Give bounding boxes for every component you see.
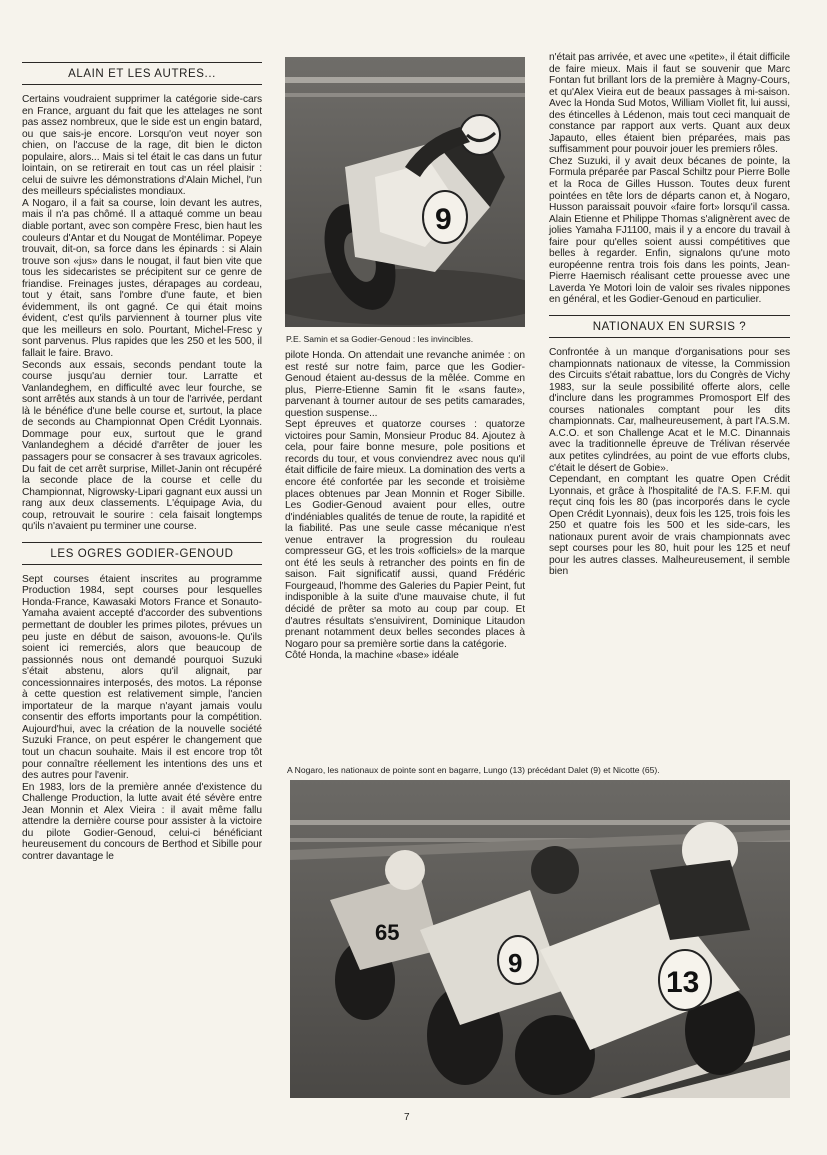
paragraph: Côté Honda, la machine «base» idéale <box>285 650 459 662</box>
paragraph: Seconds aux essais, seconds pendant toute la course jusqu'au dernier tour. Larratte et Vanlandeghem, en difficulté avec leur fourche, se sont arrêtés aux stands à un tour de l'arrivée, perdant là le bénéfice d'une belle course et, surtout, la place de seconds au Championnat Open Crédit Lyonnais. Dommage pour eux, surtout que le grand Vanlandeghem a décidé d'arrêter de jouer les passagers pour se consacrer à ses travaux agricoles. Du fait de cet arrêt surprise, Millet-Janin ont récupéré la seconde place de la course et celle du Championnat, Nigrowsky-Lipari gagnant eux aussi un rang aux deux classements. L'équipage Avia, du coup, retrouvait le sourire : cela faisait longtemps qu'ils n'avaient pu terminer une course. <box>22 359 262 533</box>
svg-text:9: 9 <box>508 948 523 978</box>
paragraph: En 1983, lors de la première année d'existence du Challenge Production, la lutte avait été sévère entre Jean Monnin et Alex Vieira : il avait même fallu attendre la dernière course pour assister à la victoire du pilote Godier-Genoud, celui-ci bénéficiant heureusement du concours de Berthod et Sibille pour contrer davantage le <box>22 781 262 862</box>
article-body-right <box>549 52 790 306</box>
section-heading-alain: ALAIN ET LES AUTRES... <box>22 62 262 85</box>
photo-caption-samin: P.E. Samin et sa Godier-Genoud : les invincibles. <box>286 334 474 344</box>
section-heading-ogres: LES OGRES GODIER-GENOUD <box>22 542 262 565</box>
article-body-alain <box>22 94 262 533</box>
photo-nogaro-race <box>290 780 790 1098</box>
article-body-ogres <box>22 574 262 863</box>
page-number: 7 <box>404 1112 410 1123</box>
paragraph: Sept épreuves et quatorze courses : quatorze victoires pour Samin, Monsieur Produc 84. Ajoutez à cela, pour faire bonne mesure, pole positions et records du tour, et vous conviendrez avec nous qu'il était difficile de faire mieux. La domination des verts a encore été confortée par les seconde et troisième places obtenues par Jean Monnin et Roger Sibille. Les Godier-Genoud avaient pour elles, outre d'indéniables qualités de tenue de route, la rapidité et la fiabilité. Pas une seule casse mécanique n'est venue entraver la progression du rouleau compresseur GG, et les trois «officiels» de la marque ont été les seuls à retrancher des points en fin de saison. Fait significatif aussi, quand Frédéric Fourgeaud, l'homme des Galeries du Papier Peint, fut indisponible à la suite d'une mauvaise chute, il fut décidé de prêter sa moto au coup par coup. Et d'autres résultats s'ensuivirent, Dominique Litaudon prenant notamment deux belles secondes places à Nogaro pour sa première sortie dans la catégorie. <box>285 419 526 650</box>
paragraph: Certains voudraient supprimer la catégorie side-cars en France, arguant du fait que les attelages ne sont pas assez nombreux, que le side est un engin batard, ou que sais-je encore. Lorsqu'on veut noyer son chien, on l'accuse de la rage, dit bien le dicton populaire, alors... Mais si tel était le cas dans un futur lointain, on se retirerait en tout cas un réel plaisir : celui de suivre les démonstrations d'Alain Michel, l'un des meilleurs spécialistes mondiaux. <box>22 94 262 198</box>
paragraph: Sept courses étaient inscrites au programme Production 1984, sept courses pour lesquelles Honda-France, Kawasaki Motors France et Sonauto-Yamaha avaient accepté d'accorder des subventions permettant de doubler les primes pilotes, prévues un peu juste en début de saison, avouons-le. Qu'ils soient ici remerciés, alors que beaucoup de passionnés nous ont demandé pourquoi Suzuki s'était abstenu, alors qu'il alignait, par concessionnaires interposés, des motos. La réponse à cette question est relativement simple, l'ancien importateur de la marque n'ayant jamais voulu consentir des efforts importants pour la compétition. Aujourd'hui, avec la création de la nouvelle société Suzuki France, on peut espérer le changement que tout un chacun souhaite. Mais il est encore trop tôt pour connaître réellement les intentions des uns et des autres pour l'avenir. <box>22 573 262 782</box>
column-right <box>549 52 790 578</box>
article-body-middle <box>285 350 525 662</box>
paragraph: pilote Honda. On attendait une revanche animée : on est resté sur notre faim, parce que les Godier-Genoud étaient au-dessus de la mêlée. Comme en plus, Pierre-Etienne Samin fit le «sans faute», parvenant à tourner autour de ses petits camarades, question suspense... <box>285 350 525 419</box>
paragraph: n'était pas arrivée, et avec une «petite», il était difficile de faire mieux. Mais il faut se souvenir que Marc Fontan fut brillant lors de la première à Magny-Cours, et qu'Alex Vieira eut de beaux passages à mi-saison. Avec la Honda Sud Motos, William Viollet fit, lui aussi, des étincelles à Lédenon, mais tout ceci manquait de constance par rapport aux verts. Quant aux deux Japauto, elles étaient bien préparées, mais pas suffisamment pour pouvoir jouer les premiers rôles. <box>549 52 790 156</box>
paragraph: Chez Suzuki, il y avait deux bécanes de pointe, la Formula préparée par Pascal Schiltz pour Pierre Bolle et la Roca de Gilles Husson. Toutes deux furent pointées en tête lors de départs canon et, à Nogaro, Husson paraissait pouvoir «faire fort» lorsqu'il cassa. Alain Etienne et Philippe Thomas s'alignèrent avec de jolies Yamaha FJ1100, mais il y a encore du travail à faire pour qu'elles soient aussi compétitives que belles à regarder. Enfin, signalons qu'une moto européenne rentra trois fois dans les points, Jean-Pierre Haemisch réalisant cette prouesse avec une Laverda Ye Motori loin de valoir ses rivales nippones en général, et les Godier-Genoud en particulier. <box>549 155 790 306</box>
photo-samin-godier-genoud <box>285 57 525 327</box>
article-body-nationaux <box>549 347 790 578</box>
svg-text:9: 9 <box>435 203 452 236</box>
svg-text:13: 13 <box>666 966 700 999</box>
paragraph: Cependant, en comptant les quatre Open Crédit Lyonnais, et grâce à l'hospitalité de l'A.S. F.F.M. qui reçut cinq fois les 80 (pas incorporés dans le cycle Open Crédit Lyonnais), deux fois les 125, trois fois les 250 et quatre fois les 500 et les side-cars, les nationaux purent avoir de vrais championnats avec sept courses pour les 80, huit pour les 125 et neuf pour les autres classes. Malheureusement, il semble bien <box>549 474 790 578</box>
photo-caption-nogaro: A Nogaro, les nationaux de pointe sont en bagarre, Lungo (13) précédant Dalet (9) et Nicotte (65). <box>287 765 660 775</box>
column-left <box>22 62 262 862</box>
paragraph: Confrontée à un manque d'organisations pour ses championnats nationaux de vitesse, la Commission des Circuits s'était rabattue, lors du Congrès de Vichy 1983, sur la seule possibilité offerte alors, celle d'inclure dans les programmes Promosport Elf des courses nationales comptant pour les dits championnats. Car, malheureusement, à part l'A.S.M. A.C.O. et son Challenge Acat et le M.C. Dinannais avec la traditionnelle épreuve de Trélivan réservée aux petites cylindrées, au point de vue efforts clubs, c'était le désert de Gobie». <box>549 347 790 474</box>
paragraph: A Nogaro, il a fait sa course, loin devant les autres, mais il n'a pas chômé. Il a attaqué comme un beau diable portant, avec son compère Fresc, bien haut les couleurs d'Antar et du Nougat de Montélimar. Popeye trouvait, dit-on, sa force dans les épinards : si Alain trouve son «jus» dans le nougat, il faut bien vite que tous les sidecaristes se précipitent sur ce genre de friandise. Freinages justes, dérapages au cordeau, tout y était, sans l'ombre d'une faute, et bien évidemment, ils ont gagné. Ce qui était moins évident, c'est qu'ils parviennent à tourner plus vite que les meilleurs en solo. Pourtant, Michel-Fresc y sont parvenus. Plus rapides que les 250 et les 500, il fallait le faire. Bravo. <box>22 197 262 360</box>
section-heading-nationaux: NATIONAUX EN SURSIS ? <box>549 315 790 338</box>
column-middle <box>285 350 525 662</box>
svg-text:65: 65 <box>375 920 400 945</box>
